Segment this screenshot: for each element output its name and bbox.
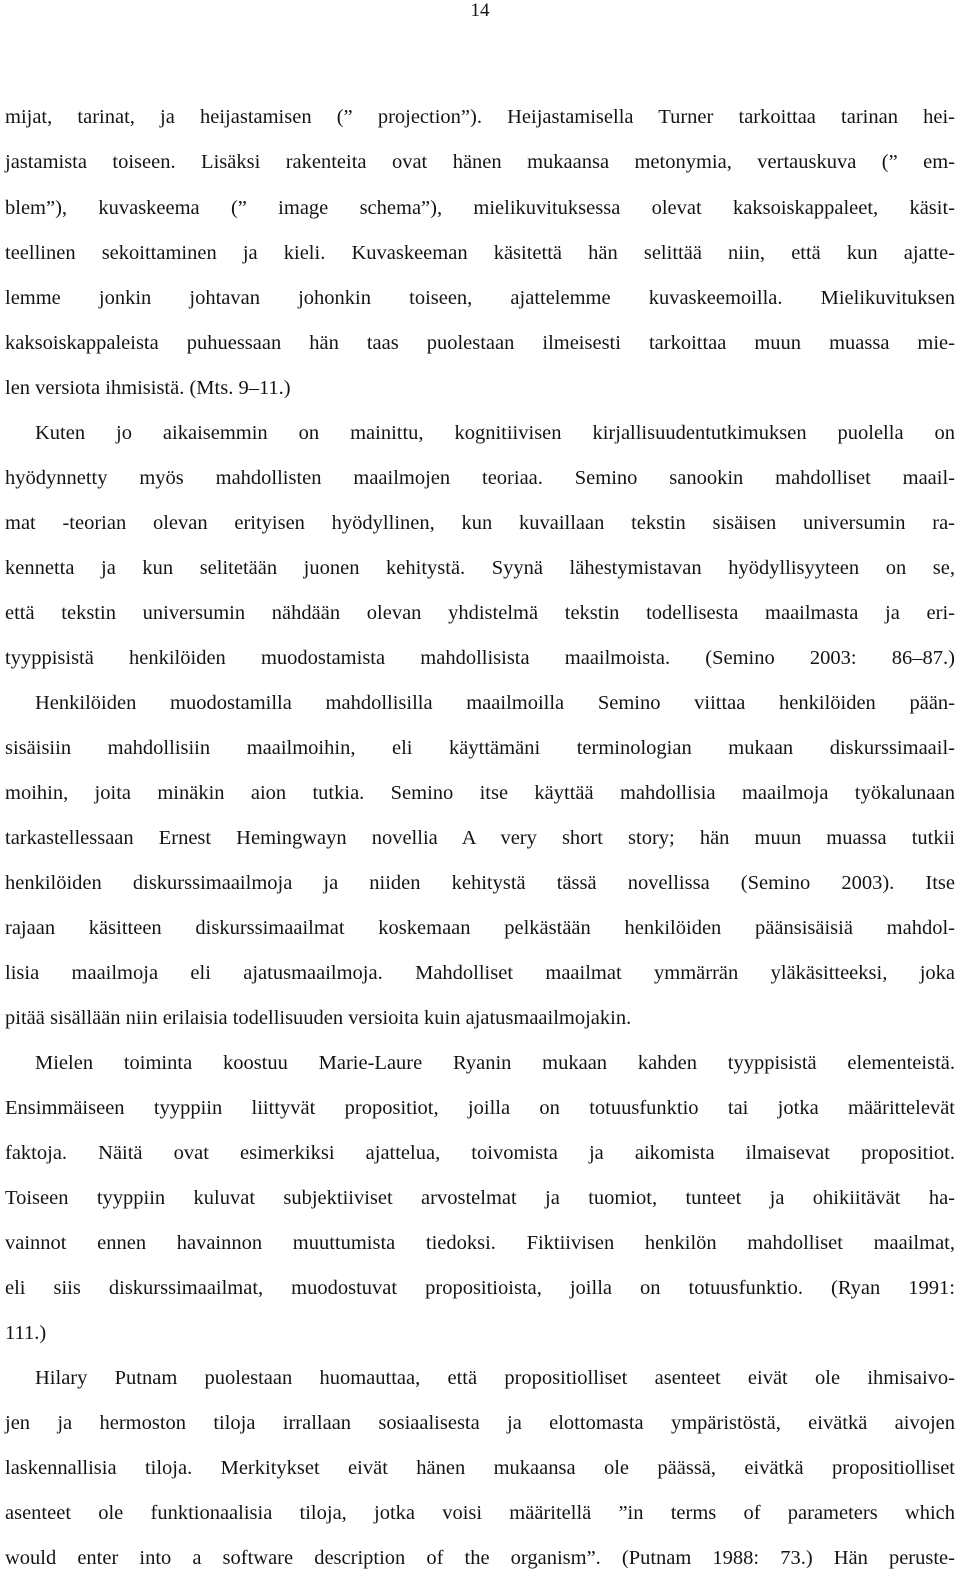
text-line: moihin, joita minäkin aion tutkia. Semino itse käyttää mahdollisia maailmoja työkalunaan (5, 782, 955, 804)
page-number: 14 (470, 0, 490, 21)
text-line: len versiota ihmisistä. (Mts. 9–11.) (5, 377, 291, 399)
text-line: mijat, tarinat, ja heijastamisen (” projection”). Heijastamisella Turner tarkoittaa tarinan hei- (5, 106, 955, 128)
text-line: 111.) (5, 1322, 47, 1344)
text-line: eli siis diskurssimaailmat, muodostuvat propositioista, joilla on totuusfunktio. (Ryan 1991: (5, 1277, 955, 1299)
text-line: kennetta ja kun selitetään juonen kehitystä. Syynä lähestymistavan hyödyllisyyteen on se, (5, 557, 955, 579)
text-line: kaksoiskappaleista puhuessaan hän taas puolestaan ilmeisesti tarkoittaa muun muassa mie- (5, 332, 955, 354)
text-line: blem”), kuvaskeema (” image schema”), mielikuvituksessa olevat kaksoiskappaleet, käsit- (5, 197, 955, 219)
text-line: Ensimmäiseen tyyppiin liittyvät propositiot, joilla on totuusfunktio tai jotka määrittelevät (5, 1097, 955, 1119)
text-line: rajaan käsitteen diskurssimaailmat koskemaan pelkästään henkilöiden päänsisäisiä mahdol- (5, 917, 955, 939)
text-line: vainnot ennen havainnon muuttumista tiedoksi. Fiktiivisen henkilön mahdolliset maailmat, (5, 1232, 955, 1254)
text-line: Hilary Putnam puolestaan huomauttaa, että propositiolliset asenteet eivät ole ihmisaivo- (35, 1367, 955, 1389)
text-line: lemme jonkin johtavan johonkin toiseen, ajattelemme kuvaskeemoilla. Mielikuvituksen (5, 287, 955, 309)
text-line: jastamista toiseen. Lisäksi rakenteita ovat hänen mukaansa metonymia, vertauskuva (” em- (5, 151, 955, 173)
text-line: Kuten jo aikaisemmin on mainittu, kognitiivisen kirjallisuudentutkimuksen puolella on (35, 422, 955, 444)
text-line: mat -teorian olevan erityisen hyödyllinen, kun kuvaillaan tekstin sisäisen universumin ra- (5, 512, 955, 534)
text-line: laskennallisia tiloja. Merkitykset eivät hänen mukaansa ole päässä, eivätkä propositiolliset (5, 1457, 955, 1479)
text-line: tarkastellessaan Ernest Hemingwayn novellia A very short story; hän muun muassa tutkii (5, 827, 955, 849)
text-line: lisia maailmoja eli ajatusmaailmoja. Mahdolliset maailmat ymmärrän yläkäsitteeksi, joka (5, 962, 955, 984)
text-line: asenteet ole funktionaalisia tiloja, jotka voisi määritellä ”in terms of parameters which (5, 1502, 955, 1524)
text-line: sisäisiin mahdollisiin maailmoihin, eli käyttämäni terminologian mukaan diskurssimaail- (5, 737, 955, 759)
text-line: teellinen sekoittaminen ja kieli. Kuvaskeeman käsitettä hän selittää niin, että kun ajatte- (5, 242, 955, 264)
text-line: jen ja hermoston tiloja irrallaan sosiaalisesta ja elottomasta ympäristöstä, eivätkä aivojen (5, 1412, 955, 1434)
text-line: hyödynnetty myös mahdollisten maailmojen teoriaa. Semino sanookin mahdolliset maail- (5, 467, 955, 489)
text-line: pitää sisällään niin erilaisia todellisuuden versioita kuin ajatusmaailmojakin. (5, 1007, 632, 1029)
text-line: tyyppisistä henkilöiden muodostamista mahdollisista maailmoista. (Semino 2003: 86–87.) (5, 647, 955, 669)
text-line: Toiseen tyyppiin kuluvat subjektiiviset arvostelmat ja tuomiot, tunteet ja ohikiitävät ha- (5, 1187, 955, 1209)
text-line: would enter into a software description of the organism”. (Putnam 1988: 73.) Hän peruste- (5, 1547, 955, 1569)
text-line: Henkilöiden muodostamilla mahdollisilla maailmoilla Semino viittaa henkilöiden pään- (35, 692, 955, 714)
text-line: että tekstin universumin nähdään olevan yhdistelmä tekstin todellisesta maailmasta ja eri- (5, 602, 955, 624)
text-line: Mielen toiminta koostuu Marie-Laure Ryanin mukaan kahden tyyppisistä elementeistä. (35, 1052, 955, 1074)
text-line: faktoja. Näitä ovat esimerkiksi ajattelua, toivomista ja aikomista ilmaisevat propositiot. (5, 1142, 955, 1164)
text-line: henkilöiden diskurssimaailmoja ja niiden kehitystä tässä novellissa (Semino 2003). Itse (5, 872, 955, 894)
